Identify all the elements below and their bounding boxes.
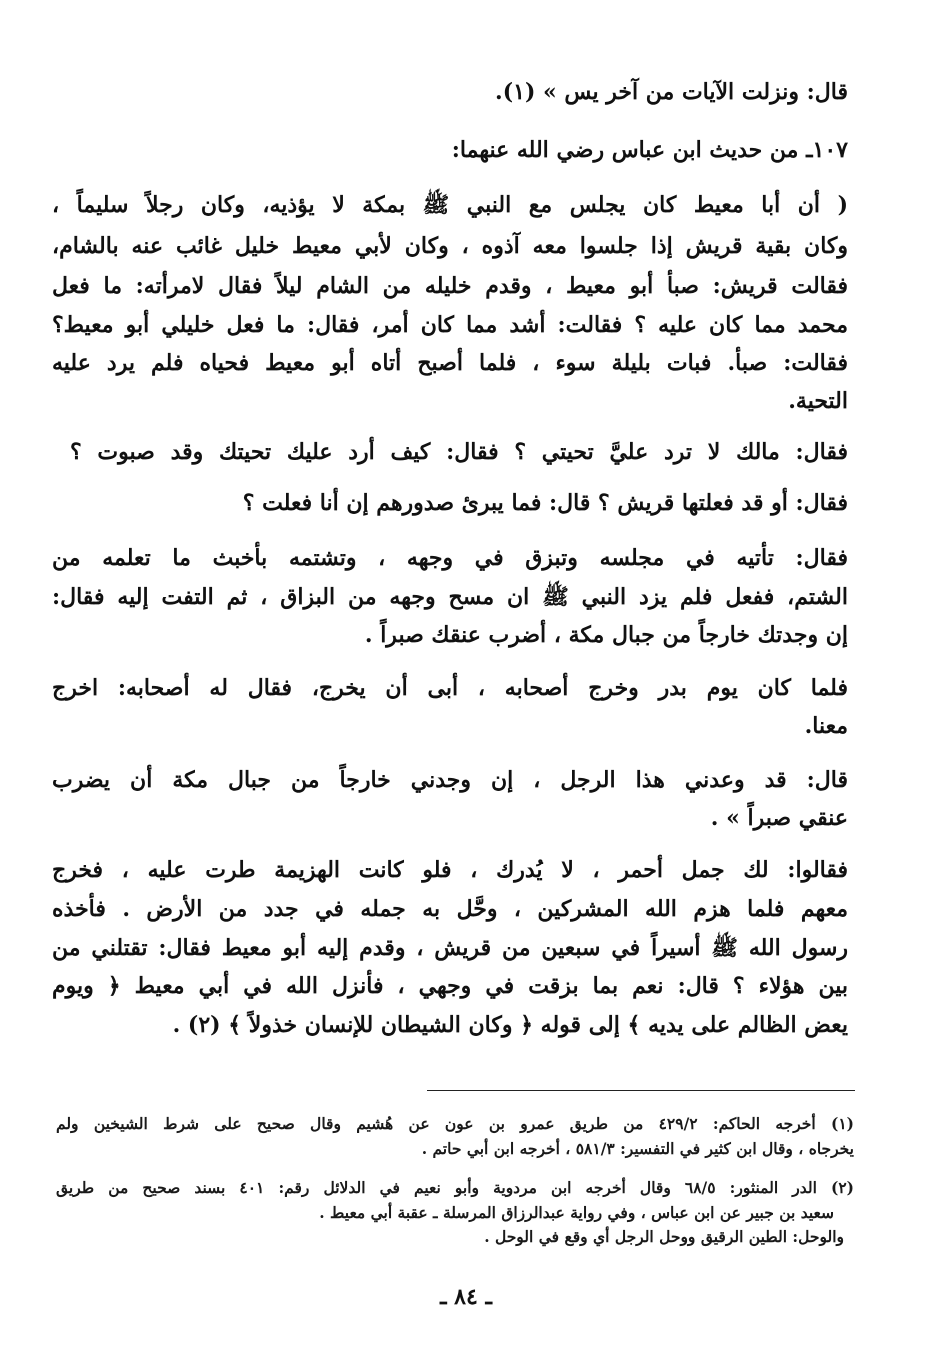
text-line: عنقي صبراً » .	[710, 805, 848, 831]
text-line: محمد مما كان عليه ؟ فقالت: أشد مما كان أمر، فقال: ما فعل خليلي أبو معيط؟	[52, 312, 848, 338]
text-line: فقال: أو قد فعلتها قريش ؟ قال: فما يبرئ صدورهم إن أنا فعلت ؟	[242, 490, 848, 516]
footnote-line: يخرجاه ، وقال ابن كثير في التفسير: ٥٨١/٣ ، أخرجه ابن أبي حاتم .	[421, 1139, 854, 1158]
footnote-line: سعيد بن جبير عن ابن عباس ، وفي رواية عبدالرزاق المرسلة ـ عقبة أبي معيط .	[319, 1203, 834, 1222]
text-line: فقال: تأتيه في مجلسه وتبزق في وجهه ، وتشتمه بأخبث ما تعلمه من	[52, 545, 848, 571]
footnote-line: (١) أخرجه الحاكم: ٤٢٩/٢ من طريق عمرو بن عون عن هُشيم وقال صحيح على شرط الشيخين ولم	[56, 1114, 854, 1133]
text-line: قال: ونزلت الآيات من آخر يس » (١).	[495, 79, 848, 105]
text-line: معنا.	[804, 713, 848, 739]
text-line: الشتم، ففعل فلم يزد النبي ﷺ ان مسح وجهه من البزاق ، ثم التفت إليه فقال:	[52, 584, 848, 610]
text-line: قال: قد وعدني هذا الرجل ، إن وجدني خارجاً من جبال مكة أن يضرب	[52, 767, 848, 793]
footnote-line: والوحل: الطين الرقيق ووحل الرجل أي وقع في الوحل .	[484, 1227, 844, 1246]
text-line: فقال: مالك لا ترد عليَّ تحيتي ؟ فقال: كيف أرد عليك تحيتك وقد صبوت ؟	[70, 439, 848, 465]
page-number: ـ ٨٤ ـ	[440, 1284, 492, 1310]
text-line: فقالت: صبأ. فبات بليلة سوء ، فلما أصبح أتاه أبو معيط فحياه فلم يرد عليه	[52, 350, 848, 376]
text-line: إن وجدتك خارجاً من جبال مكة ، أضرب عنقك صبراً .	[364, 622, 848, 648]
hadith-heading: ١٠٧ـ من حديث ابن عباس رضي الله عنهما:	[451, 137, 848, 163]
text-line: وكان بقية قريش إذا جلسوا معه آذوه ، وكان لأبي معيط خليل غائب عنه بالشام،	[52, 233, 848, 259]
text-line: بين هؤلاء ؟ قال: نعم بما بزقت في وجهي ، فأنزل الله في أبي معيط ﴿ ويوم	[52, 973, 848, 999]
text-line: فقالت قريش: صبأ أبو معيط ، وقدم خليله من الشام ليلاً فقال لامرأته: ما فعل	[52, 273, 848, 299]
footnote-line: (٢) الدر المنثور: ٦٨/٥ وقال أخرجه ابن مردوية وأبو نعيم في الدلائل رقم: ٤٠١ بسند صحيح من طريق	[56, 1178, 854, 1197]
text-line: التحية.	[788, 388, 848, 414]
text-line: رسول الله ﷺ أسيراً في سبعين من قريش ، وقدم إليه أبو معيط فقال: تقتلني من	[52, 935, 848, 961]
text-line: فلما كان يوم بدر وخرج أصحابه ، أبى أن يخرج، فقال له أصحابه: اخرج	[52, 675, 848, 701]
text-line: فقالوا: لك جمل أحمر ، لا يُدرك ، فلو كانت الهزيمة طرت عليه ، فخرج	[52, 857, 848, 883]
text-line: ( أن أبا معيط كان يجلس مع النبي ﷺ بمكة لا يؤذيه، وكان رجلاً سليماً ،	[52, 192, 848, 218]
footnote-divider	[427, 1090, 855, 1091]
text-line: معهم فلما هزم الله المشركين ، وحَّل به جمله في جدد من الأرض . فأخذه	[52, 896, 848, 922]
text-line: يعض الظالم على يديه ﴾ إلى قوله ﴿ وكان الشيطان للإنسان خذولاً ﴾ (٢) .	[172, 1012, 848, 1038]
